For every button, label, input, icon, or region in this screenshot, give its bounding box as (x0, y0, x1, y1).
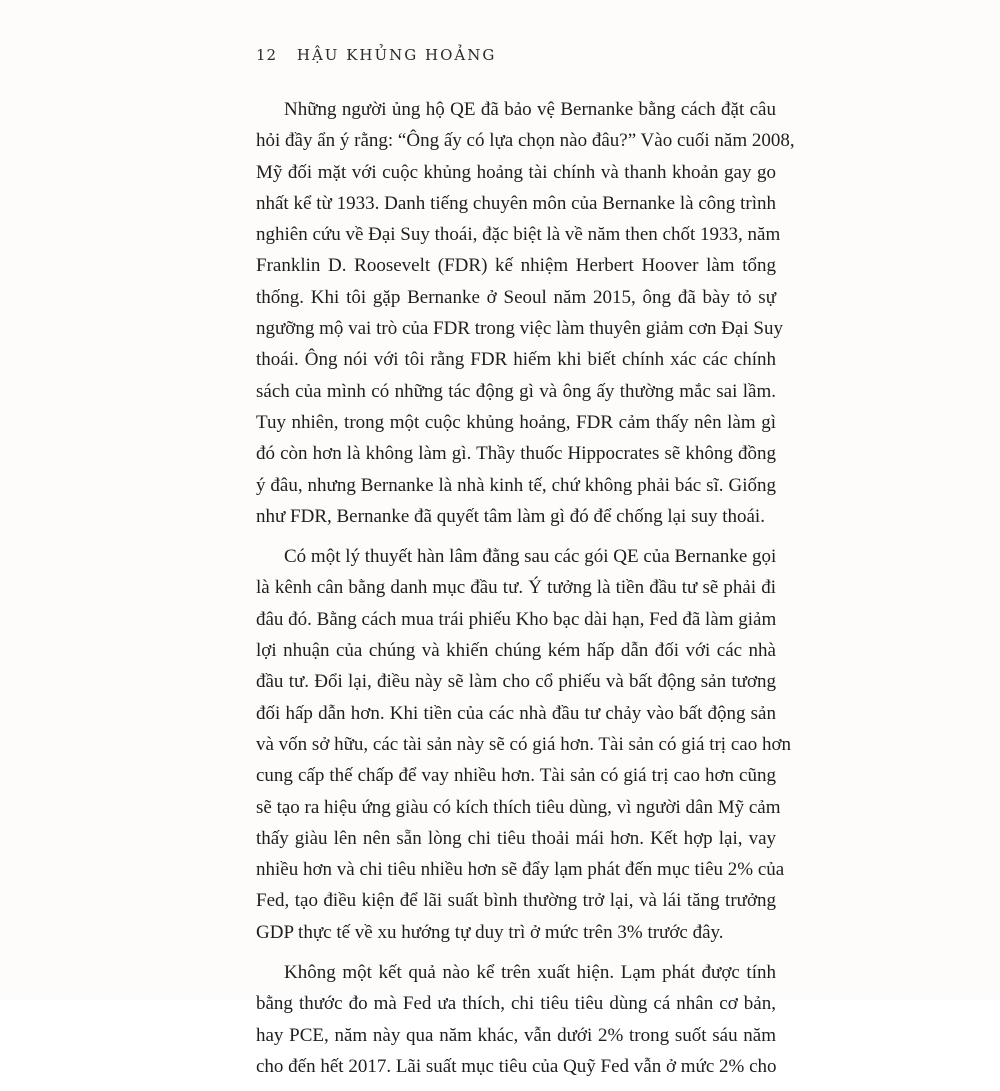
text-line: nhiều hơn và chi tiêu nhiều hơn sẽ đẩy lạm phát đến mục tiêu 2% của (256, 859, 785, 881)
text-line: như FDR, Bernanke đã quyết tâm làm gì đó để chống lại suy thoái. (256, 505, 765, 527)
text-line: sách của mình có những tác động gì và ông ấy thường mắc sai lầm. (256, 380, 776, 402)
text-line: Tuy nhiên, trong một cuộc khủng hoảng, FDR cảm thấy nên làm gì (256, 411, 776, 433)
text-line: ngưỡng mộ vai trò của FDR trong việc làm thuyên giảm cơn Đại Suy (256, 318, 783, 340)
running-header (256, 46, 496, 64)
text-line: Franklin D. Roosevelt (FDR) kế nhiệm Herbert Hoover làm tổng (256, 255, 776, 277)
text-line: GDP thực tế về xu hướng tự duy trì ở mức trên 3% trước đây. (256, 921, 724, 943)
text-line: lợi nhuận của chúng và khiến chúng kém hấp dẫn đối với các nhà (256, 640, 776, 662)
text-line: thấy giàu lên nên sẵn lòng chi tiêu thoải mái hơn. Kết hợp lại, vay (256, 827, 776, 849)
text-line: Mỹ đối mặt với cuộc khủng hoảng tài chính và thanh khoản gay go (256, 161, 776, 183)
text-line: Fed, tạo điều kiện để lãi suất bình thường trở lại, và lái tăng trưởng (256, 890, 776, 912)
text-line: thống. Khi tôi gặp Bernanke ở Seoul năm 2015, ông đã bày tỏ sự (256, 286, 776, 308)
book-title: HẬU KHỦNG HOẢNG (296, 46, 497, 64)
text-line: hỏi đầy ẩn ý rằng: “Ông ấy có lựa chọn nào đâu?” Vào cuối năm 2008, (256, 130, 795, 152)
paragraph-2 (256, 541, 791, 948)
text-line: đó còn hơn là không làm gì. Thầy thuốc Hippocrates sẽ không đồng (256, 443, 776, 465)
text-line: nghiên cứu về Đại Suy thoái, đặc biệt là về năm then chốt 1933, năm (256, 224, 781, 246)
body-text (256, 94, 795, 1091)
text-line: thoái. Ông nói với tôi rằng FDR hiếm khi biết chính xác các chính (256, 349, 776, 371)
text-line: Những người ủng hộ QE đã bảo vệ Bernanke bằng cách đặt câu (284, 99, 776, 120)
text-line: là kênh cân bằng danh mục đầu tư. Ý tưởng là tiền đầu tư sẽ phải đi (256, 577, 776, 599)
text-line: cho đến hết 2017. Lãi suất mục tiêu của Quỹ Fed vẫn ở mức 2% cho (256, 1055, 777, 1077)
text-line: đầu tư. Đổi lại, điều này sẽ làm cho cổ phiếu và bất động sản tương (256, 671, 776, 693)
text-line: Không một kết quả nào kể trên xuất hiện. Lạm phát được tính (284, 962, 776, 984)
text-line: nhất kể từ 1933. Danh tiếng chuyên môn của Bernanke là công trình (256, 192, 776, 214)
text-line: ý đâu, nhưng Bernanke là nhà kinh tế, chứ không phải bác sĩ. Giống (256, 474, 776, 496)
paragraph-1 (256, 94, 795, 532)
text-line: bằng thước đo mà Fed ưa thích, chi tiêu tiêu dùng cá nhân cơ bản, (256, 993, 776, 1015)
text-line: và vốn sở hữu, các tài sản này sẽ có giá hơn. Tài sản có giá trị cao hơn (256, 733, 791, 755)
text-line: đối hấp dẫn hơn. Khi tiền của các nhà đầu tư chảy vào bất động sản (256, 702, 776, 724)
page-number: 12 (256, 46, 278, 64)
text-line: cung cấp thế chấp để vay nhiều hơn. Tài sản có giá trị cao hơn cũng (256, 765, 776, 787)
text-line: hay PCE, năm này qua năm khác, vẫn dưới 2% trong suốt sáu năm (256, 1024, 776, 1046)
text-line: đâu đó. Bằng cách mua trái phiếu Kho bạc dài hạn, Fed đã làm giảm (256, 608, 777, 630)
text-line: Có một lý thuyết hàn lâm đằng sau các gói QE của Bernanke gọi (284, 546, 777, 568)
text-line: sẽ tạo ra hiệu ứng giàu có kích thích tiêu dùng, vì người dân Mỹ cảm (256, 796, 781, 818)
paragraph-3 (256, 957, 776, 1082)
